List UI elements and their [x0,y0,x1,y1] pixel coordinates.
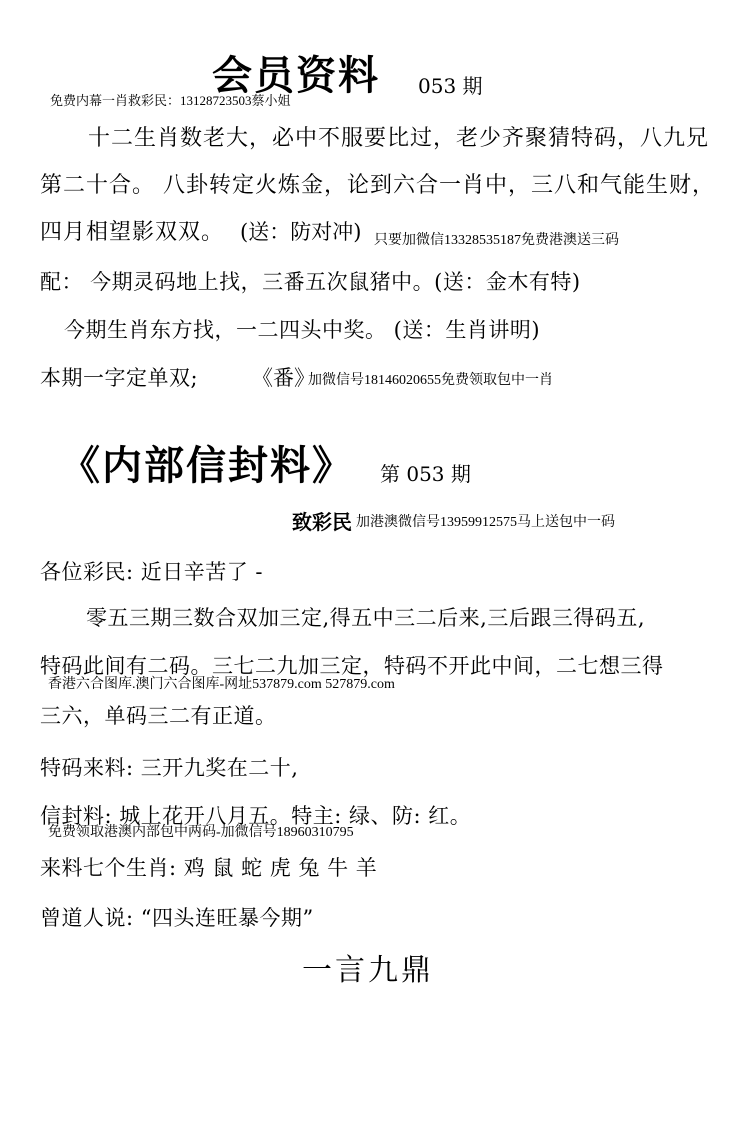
poem-line-3: 四月相望影双双。 [40,220,225,245]
wechat-note-3: 加港澳微信号13959912575马上送包中一码 [356,515,615,530]
wechat-note-4: 免费领取港澳内部包中两码-加微信号18960310795 [48,825,354,840]
site-note: 香港六合图库.澳门六合图库-网址537879.com 527879.com [48,677,395,692]
member-info-title: 会员资料 [212,52,380,99]
poem-line-2: 第二十合。 八卦转定火炼金，论到六合一肖中，三八和气能生财， [40,173,715,198]
envelope-line: 信封料: 城上花开八月五。特主: 绿、防: 红。 [40,804,472,828]
analysis-line-3: 三六，单码三二有正道。 [40,704,277,728]
daoist-quote: 曾道人说: “四头连旺暴今期” [40,906,314,930]
analysis-line-1: 零五三期三数合双加三定,得五中三二后来,三后跟三得码五, [86,606,646,630]
issue-number-1: 053 期 [418,74,483,98]
wechat-note-2: 加微信号18146020655免费领取包中一肖 [308,373,553,388]
single-double-label: 本期一字定单双; [40,366,199,390]
pei-line: 配： 今期灵码地上找，三番五次鼠猪中。(送：金木有特) [40,270,581,294]
seven-zodiac-line: 来料七个生肖: 鸡 鼠 蛇 虎 兔 牛 羊 [40,856,378,880]
wechat-note-1: 只要加微信13328535187免费港澳送三码 [374,233,619,248]
contact-note: 免费内幕一肖救彩民：13128723503蔡小姐 [50,93,291,108]
analysis-line-2: 特码此间有二码。三七二九加三定，特码不开此中间，二七想三得 [40,654,664,678]
greeting: 各位彩民: 近日辛苦了 - [40,560,264,584]
special-code-line: 特码来料: 三开九奖在二十, [40,756,299,780]
zodiac-line: 今期生肖东方找，一二四头中奖。 (送：生肖讲明) [64,318,541,342]
gift-1: (送：防对冲) [240,220,362,244]
envelope-title: 《内部信封料》 [60,442,354,489]
issue-number-2: 第 053 期 [380,462,471,486]
poem-line-1: 十二生肖数老大，必中不服要比过，老少齐聚猜特码，八九兄 [88,126,710,151]
single-double-value: 《番》 [252,366,315,390]
signature: 一言九鼎 [302,953,434,988]
addressee: 致彩民 [292,510,352,534]
